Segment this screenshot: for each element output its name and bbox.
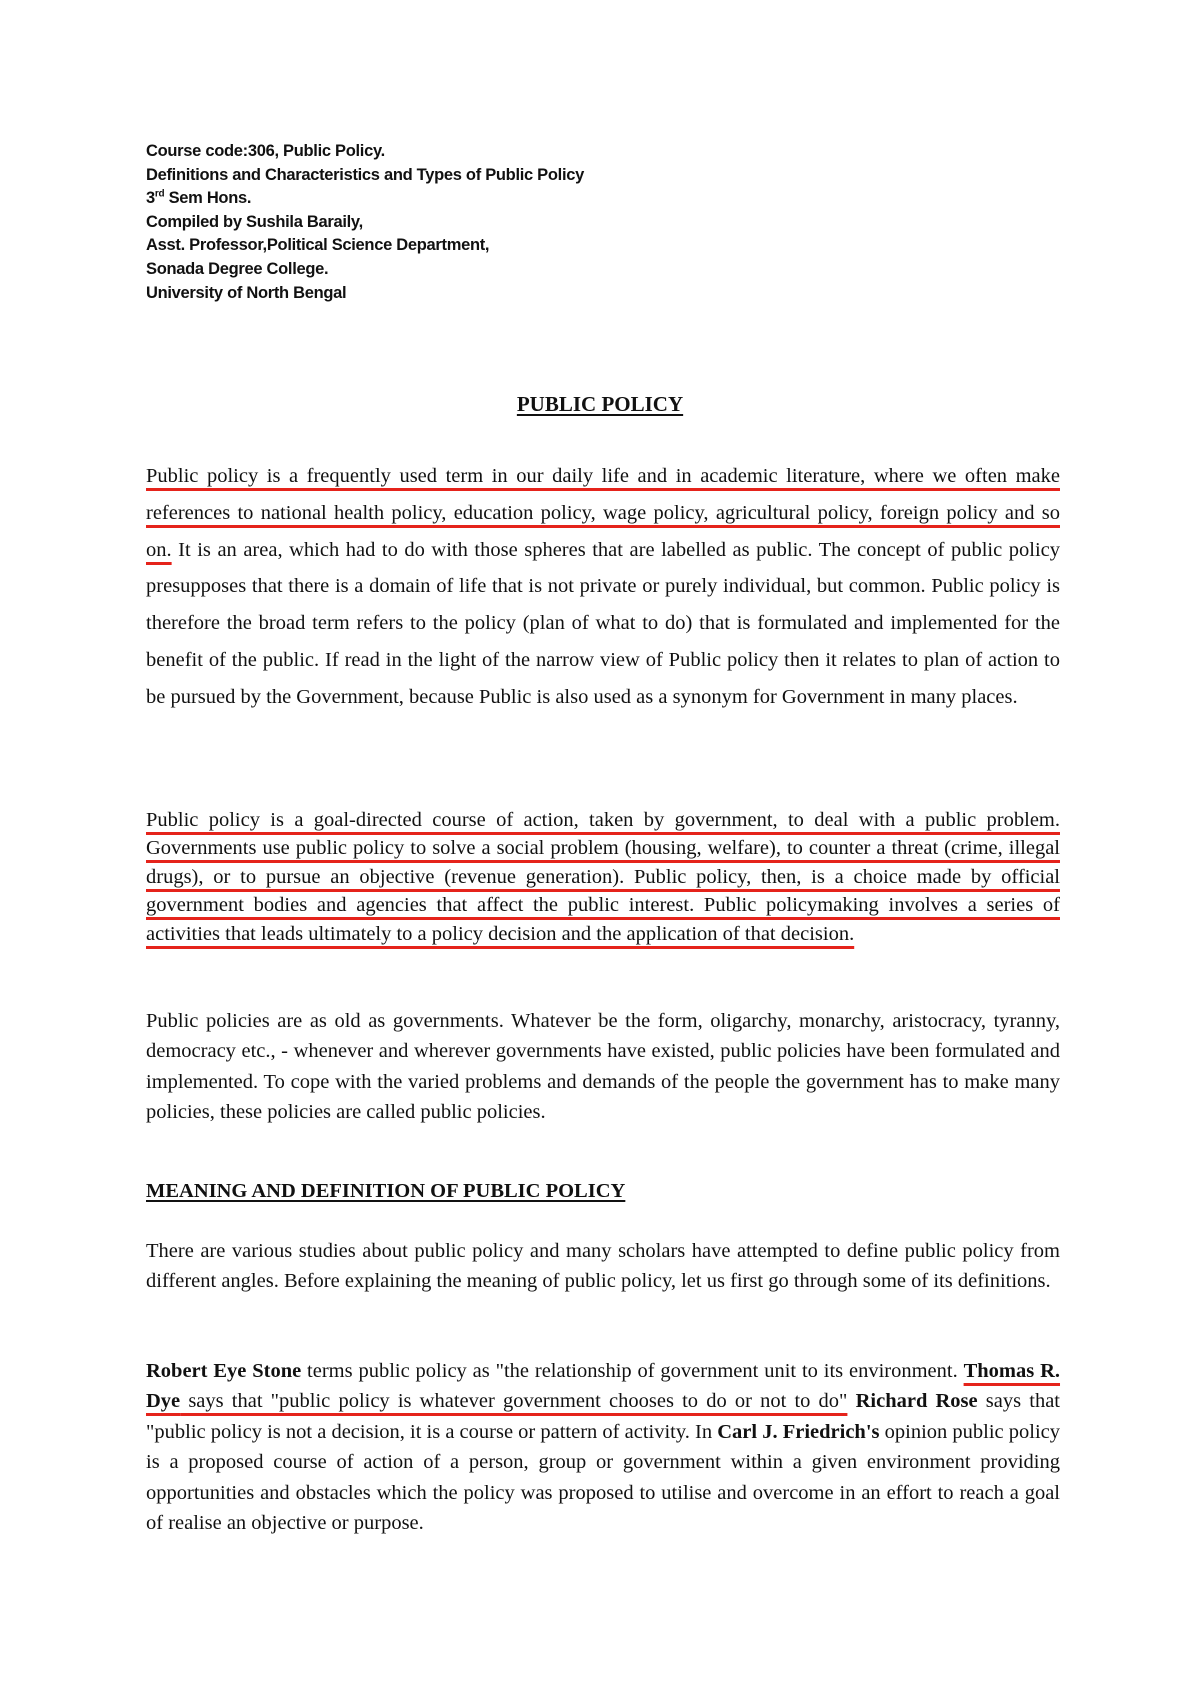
semester-number: 3	[146, 189, 155, 208]
section-heading: MEANING AND DEFINITION OF PUBLIC POLICY	[146, 1180, 626, 1202]
definition-text: opinion public policy is a proposed course of action of a person, group or government within a given environment providing opportunities and obstacles which the policy was proposed to utilise and overcome in an effort to reach a goal of realise an objective or purpose.	[146, 1420, 1060, 1535]
course-code-line: Course code:306, Public Policy.	[146, 142, 385, 160]
definitions-paragraph	[146, 1356, 1060, 1538]
course-topic-line: Definitions and Characteristics and Types of Public Policy	[146, 165, 584, 184]
scholar-name: Robert Eye Stone	[146, 1360, 302, 1382]
scholar-name: Richard Rose	[855, 1390, 978, 1413]
definitions-intro-paragraph: There are various studies about public policy and many scholars have attempted to define public policy from different angles. Before explaining the meaning of public policy, let us first go through some of its definitions.	[146, 1240, 1060, 1293]
compiler-line: Compiled by Sushila Baraily,	[146, 212, 363, 231]
scholar-name: Carl J. Friedrich's	[717, 1420, 880, 1443]
college-line: Sonada Degree College.	[146, 259, 329, 278]
course-header	[146, 140, 846, 305]
separator-text	[847, 1390, 855, 1412]
scholar-name: Thomas R. Dye	[146, 1360, 1061, 1413]
semester-ordinal: rd	[154, 188, 165, 200]
semester-line	[146, 187, 846, 211]
intro-paragraph	[146, 458, 1060, 716]
paragraph-text: It is an area, which had to do with those spheres that are labelled as public. The concept of public policy presupposes that there is a domain of life that is not private or purely individual, but common. Public policy is therefore the broad term refers to the policy (plan of what to do) that is formulated and implemented for the benefit of the public. If read in the light of the narrow view of Public policy then it relates to plan of action to be pursued by the Government, because Public is also used as a synonym for Government in many places.	[146, 538, 1060, 708]
history-paragraph: Public policies are as old as governments. Whatever be the form, oligarchy, monarchy, aristocracy, tyranny, democracy etc., - whenever and wherever governments have existed, public policies have been formulated and implemented. To cope with the varied problems and demands of the people the government has to make many policies, these policies are called public policies.	[146, 1010, 1060, 1124]
highlighted-text: Public policy is a frequently used term in our daily life and in academic literature, where we often make references to national health policy, education policy, wage policy, agricultural policy, foreign policy and so on.	[146, 465, 1060, 561]
highlighted-text: Public policy is a goal-directed course of action, taken by government, to deal with a public problem. Governments use public policy to solve a social problem (housing, welfare), to counter a threat (crime, illegal drugs), or to pursue an objective (revenue generation). Public policy, then, is a choice made by official government bodies and agencies that affect the public interest. Public policymaking involves a series of activities that leads ultimately to a policy decision and the application of that decision.	[146, 809, 1060, 945]
definition-text: terms public policy as "the relationship of government unit to its environment.	[301, 1360, 964, 1382]
document-title: PUBLIC POLICY	[516, 392, 684, 416]
goal-directed-paragraph	[146, 806, 1060, 948]
university-line: University of North Bengal	[146, 283, 347, 302]
semester-label: Sem Hons.	[164, 189, 252, 208]
definition-text: says that "public policy is not a decision, it is a course or pattern of activity. In	[146, 1390, 1061, 1443]
definition-text: says that "public policy is whatever government chooses to do or not to do"	[180, 1390, 848, 1413]
designation-line: Asst. Professor,Political Science Department,	[146, 236, 490, 255]
